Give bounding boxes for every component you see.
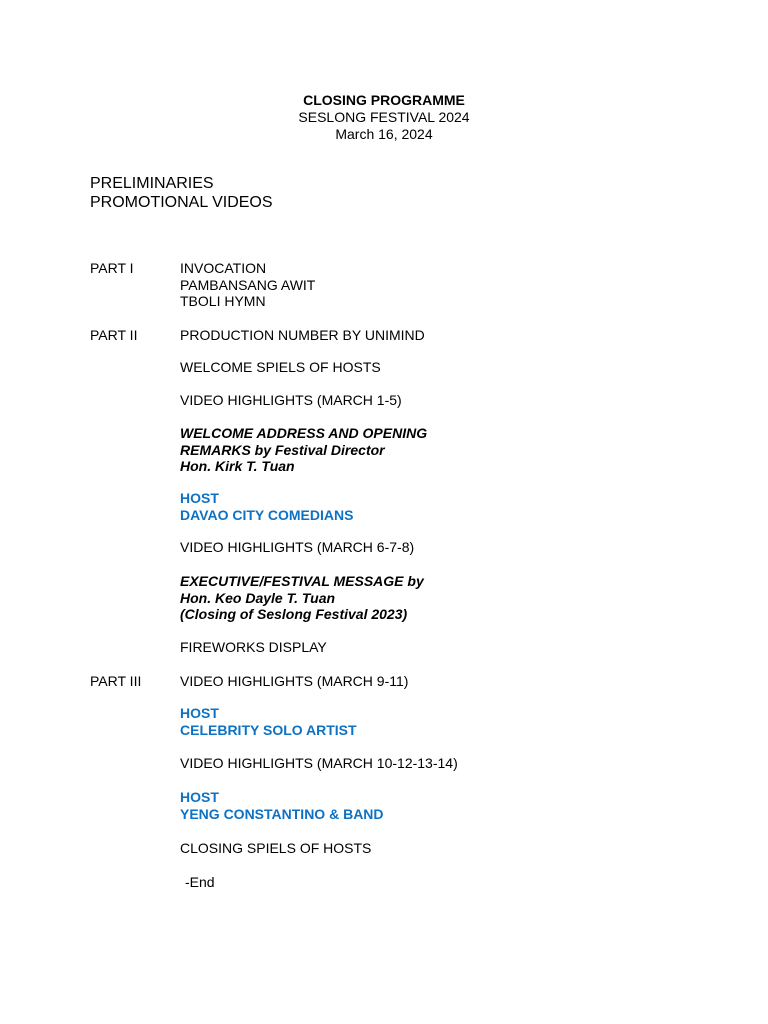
- host-2-label: HOST: [180, 705, 219, 721]
- programme-title: CLOSING PROGRAMME: [303, 92, 465, 108]
- executive-message-line-3: (Closing of Seslong Festival 2023): [180, 606, 408, 622]
- part-2-label: PART II: [90, 327, 138, 343]
- video-highlights-4-item: VIDEO HIGHLIGHTS (MARCH 10-12-13-14): [180, 755, 458, 771]
- tboli-hymn-item: TBOLI HYMN: [180, 293, 266, 309]
- closing-spiels-item: CLOSING SPIELS OF HOSTS: [180, 840, 372, 856]
- preliminaries-block: [90, 175, 273, 212]
- welcome-spiels-item: WELCOME SPIELS OF HOSTS: [180, 359, 381, 375]
- promotional-videos-label: PROMOTIONAL VIDEOS: [90, 193, 273, 211]
- welcome-address-item: [180, 425, 427, 475]
- video-highlights-1-item: VIDEO HIGHLIGHTS (MARCH 1-5): [180, 392, 402, 408]
- part-1-label: PART I: [90, 260, 134, 276]
- preliminaries-label: PRELIMINARIES: [90, 175, 214, 192]
- video-highlights-3-item: VIDEO HIGHLIGHTS (MARCH 9-11): [180, 673, 409, 689]
- host-1-name: DAVAO CITY COMEDIANS: [180, 506, 354, 523]
- host-3-label: HOST: [180, 789, 219, 805]
- welcome-address-line-1: WELCOME ADDRESS AND OPENING: [180, 425, 428, 441]
- host-1-item: [180, 490, 353, 523]
- welcome-address-line-2: REMARKS by Festival Director: [180, 441, 385, 458]
- festival-name: SESLONG FESTIVAL 2024: [298, 109, 470, 125]
- host-3-name: YENG CONSTANTINO & BAND: [180, 805, 384, 822]
- host-3-item: [180, 789, 384, 822]
- executive-message-line-1: EXECUTIVE/FESTIVAL MESSAGE by: [180, 573, 424, 589]
- executive-message-line-2: Hon. Keo Dayle T. Tuan: [180, 589, 336, 606]
- programme-header: [0, 92, 768, 143]
- fireworks-item: FIREWORKS DISPLAY: [180, 639, 327, 655]
- pambansang-awit-item: PAMBANSANG AWIT: [180, 276, 316, 293]
- programme-date: March 16, 2024: [335, 126, 433, 142]
- host-2-item: [180, 705, 357, 738]
- production-number-item: PRODUCTION NUMBER BY UNIMIND: [180, 327, 425, 343]
- part-3-label: PART III: [90, 673, 142, 689]
- invocation-item: INVOCATION: [180, 260, 267, 276]
- part-1-items: [180, 260, 315, 310]
- host-2-name: CELEBRITY SOLO ARTIST: [180, 721, 357, 738]
- video-highlights-2-item: VIDEO HIGHLIGHTS (MARCH 6-7-8): [180, 539, 415, 555]
- end-marker: -End: [185, 874, 215, 890]
- host-1-label: HOST: [180, 490, 219, 506]
- executive-message-item: [180, 573, 424, 623]
- welcome-address-line-3: Hon. Kirk T. Tuan: [180, 458, 295, 474]
